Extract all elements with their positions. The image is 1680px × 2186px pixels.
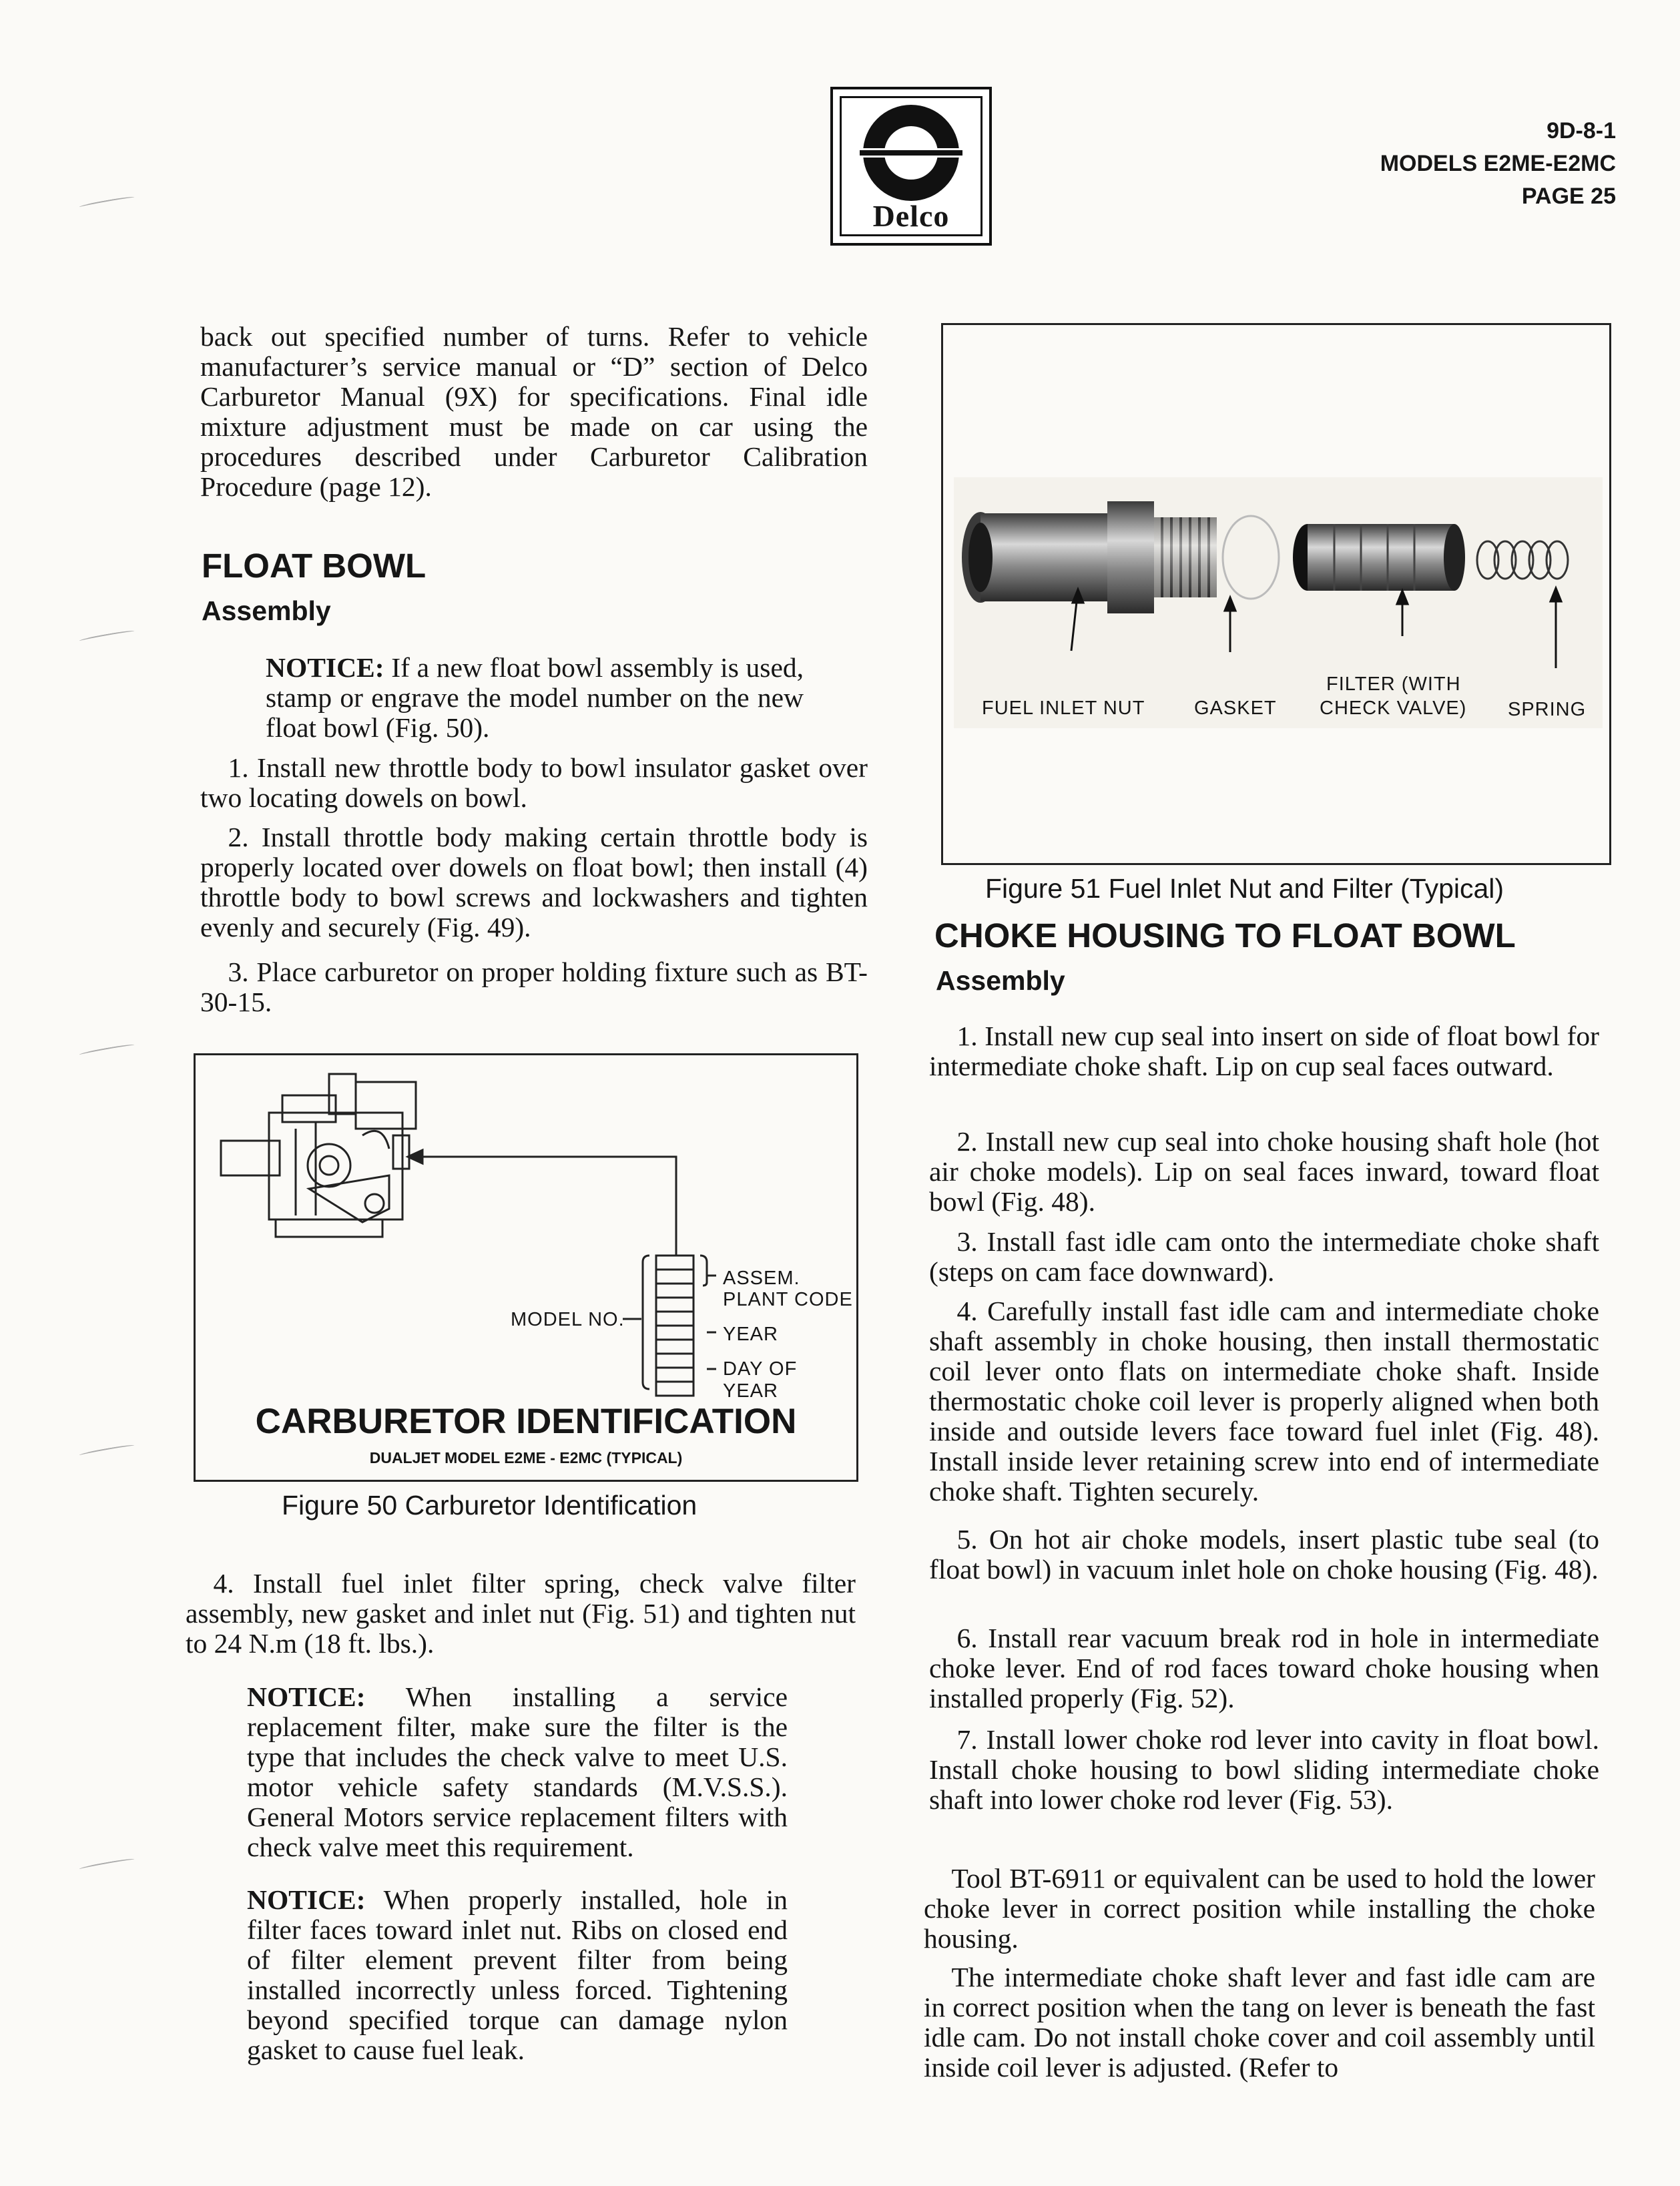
- notice-new-float-bowl: NOTICE: If a new float bowl assembly is used, stamp or engrave the model number on the new float bowl (Fig. 50).: [266, 652, 804, 743]
- carburetor-identification-title: CARBURETOR IDENTIFICATION: [255, 1402, 797, 1441]
- assembly-heading-right: Assembly: [936, 965, 1065, 996]
- plant-code-label: PLANT CODE: [723, 1289, 853, 1310]
- year-label: YEAR: [723, 1324, 778, 1345]
- binding-mark: [79, 1043, 135, 1057]
- filter-label-line2: CHECK VALVE): [1320, 698, 1467, 719]
- delco-logo: [830, 87, 992, 246]
- notice-filter-orientation: NOTICE: When properly installed, hole in filter faces toward inlet nut. Ribs on closed end of filter element prevent filter from being installed incorrectly unless forced. Tightening beyond specified torque can damage nylon gasket to cause fuel leak.: [247, 1884, 788, 2065]
- step-4-left: 4. Install fuel inlet filter spring, check valve filter assembly, new gasket and inlet nut (Fig. 51) and tighten nut to 24 N.m (18 ft. lbs.).: [186, 1568, 856, 1659]
- assem-label: ASSEM.: [723, 1268, 800, 1289]
- carburetor-identification-subtitle: DUALJET MODEL E2ME - E2MC (TYPICAL): [369, 1449, 683, 1466]
- step-3-right: 3. Install fast idle cam onto the intermediate choke shaft (steps on cam face downward).: [929, 1226, 1599, 1287]
- step-5-right: 5. On hot air choke models, insert plastic tube seal (to float bowl) in vacuum inlet hole on choke housing (Fig. 48).: [929, 1524, 1599, 1585]
- binding-mark: [79, 196, 135, 209]
- gasket-label: GASKET: [1194, 698, 1277, 719]
- binding-mark: [79, 1858, 135, 1871]
- step-7-right: 7. Install lower choke rod lever into cavity in float bowl. Install choke housing to bowl sliding intermediate choke shaft into lower choke rod lever (Fig. 53).: [929, 1724, 1599, 1815]
- section-number: 9D-8-1: [1547, 118, 1616, 144]
- model-no-label: MODEL NO.: [511, 1309, 625, 1330]
- filter-label-line1: FILTER (WITH: [1326, 673, 1461, 695]
- page-header: [1380, 115, 1616, 213]
- figure-50-caption: Figure 50 Carburetor Identification: [282, 1490, 697, 1521]
- final-paragraph: The intermediate choke shaft lever and fast idle cam are in correct position when the tang on lever is beneath the fast idle cam. Do not install choke cover and coil assembly until inside coil lever is adjusted. (Refer to: [924, 1962, 1595, 2083]
- fuel-inlet-photo: [954, 477, 1603, 728]
- models-label: MODELS E2ME-E2MC: [1380, 151, 1616, 176]
- step-1-right: 1. Install new cup seal into insert on side of float bowl for intermediate choke shaft. Lip on cup seal faces outward.: [929, 1021, 1599, 1081]
- figure-51-caption: Figure 51 Fuel Inlet Nut and Filter (Typical): [985, 873, 1504, 904]
- figure-51-box: [941, 323, 1611, 865]
- binding-mark: [79, 1444, 135, 1457]
- day-of-year-label: DAY OF YEAR: [723, 1358, 798, 1402]
- step-3-left: 3. Place carburetor on proper holding fixture such as BT-30-15.: [200, 957, 868, 1017]
- binding-mark: [79, 629, 135, 643]
- figure-50-box: [194, 1053, 858, 1482]
- intro-paragraph: back out specified number of turns. Refer to vehicle manufacturer’s service manual or “D” section of Delco Carburetor Manual (9X) for specifications. Final idle mixture adjustment must be made on car using the procedures described under Carburetor Calibration Procedure (page 12).: [200, 321, 868, 502]
- step-4-right: 4. Carefully install fast idle cam and intermediate choke shaft assembly in choke housing, then install thermostatic coil lever onto flats on intermediate choke shaft. Inside thermostatic choke coil lever is properly aligned when both inside and outside levers face toward fuel inlet (Fig. 48). Install inside lever retaining screw into end of intermediate choke shaft. Tighten securely.: [929, 1296, 1599, 1507]
- step-2-right: 2. Install new cup seal into choke housing shaft hole (hot air choke models). Lip on seal faces inward, toward float bowl (Fig. 48).: [929, 1126, 1599, 1217]
- notice-service-filter: NOTICE: When installing a service replacement filter, make sure the filter is the type that includes the check valve to meet U.S. motor vehicle safety standards (M.V.S.S.). General Motors service replacement filters with check valve meet this requirement.: [247, 1681, 788, 1862]
- spring-label: SPRING: [1508, 699, 1587, 720]
- step-1-left: 1. Install new throttle body to bowl insulator gasket over two locating dowels on bowl.: [200, 752, 868, 813]
- float-bowl-heading: FLOAT BOWL: [202, 547, 427, 585]
- step-6-right: 6. Install rear vacuum break rod in hole in intermediate choke lever. End of rod faces toward choke housing when installed properly (Fig. 52).: [929, 1623, 1599, 1713]
- tool-paragraph: Tool BT-6911 or equivalent can be used to hold the lower choke lever in correct position while installing the choke housing.: [924, 1863, 1595, 1954]
- fuel-inlet-parts-photo: [954, 477, 1603, 728]
- step-2-left: 2. Install throttle body making certain throttle body is properly located over dowels on float bowl; then install (4) throttle body to bowl screws and lockwashers and tighten evenly and securely (Fig. 49).: [200, 822, 868, 942]
- page-number: PAGE 25: [1521, 184, 1616, 209]
- logo-text: Delco: [872, 199, 950, 233]
- fuel-inlet-nut-label: FUEL INLET NUT: [982, 698, 1145, 719]
- assembly-heading: Assembly: [202, 595, 331, 626]
- choke-housing-heading: CHOKE HOUSING TO FLOAT BOWL: [934, 916, 1516, 954]
